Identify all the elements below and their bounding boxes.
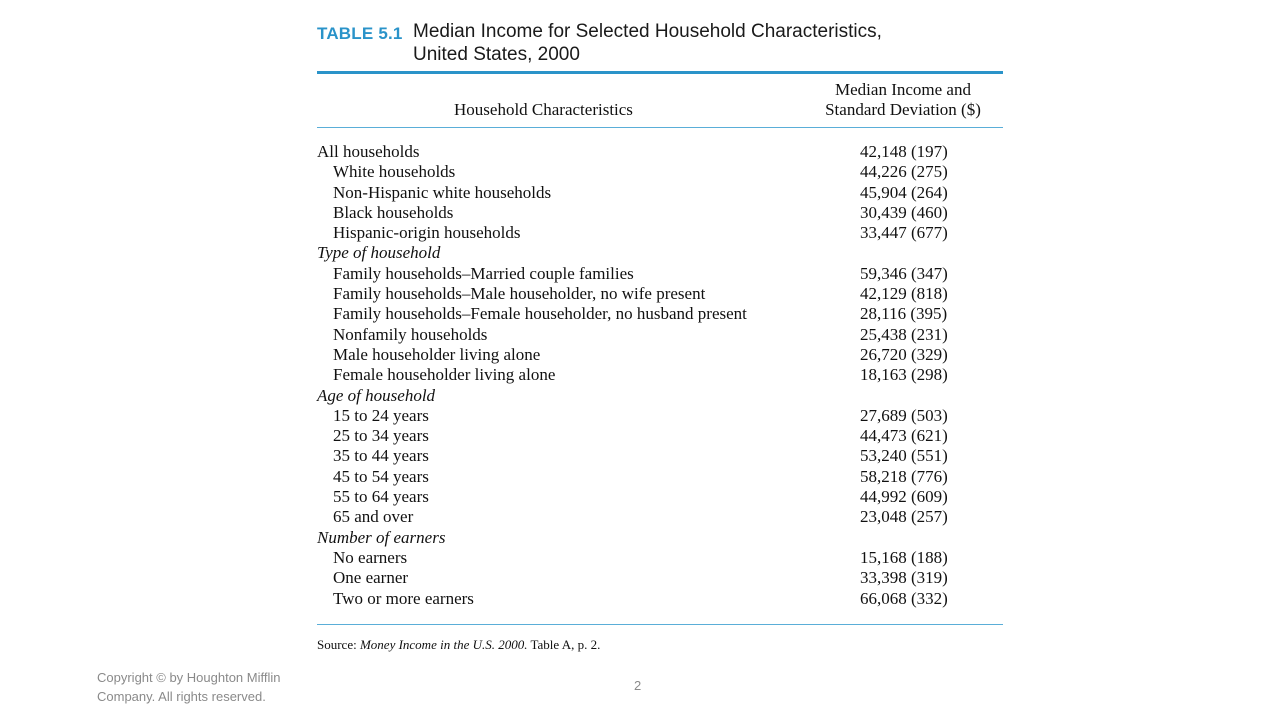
row-label: 45 to 54 years: [333, 466, 429, 486]
column-header-median-income-line-1: Median Income and: [835, 80, 971, 99]
section-heading-row: [317, 528, 1003, 548]
row-value: 33,398 (319): [860, 568, 948, 588]
header-rule: [317, 127, 1003, 128]
row-value: 18,163 (298): [860, 365, 948, 385]
row-value: 66,068 (332): [860, 588, 948, 608]
table-row: [317, 183, 1003, 203]
table-row: [317, 589, 1003, 609]
row-value: 15,168 (188): [860, 547, 948, 567]
row-label: All households: [317, 142, 420, 161]
table-title-line-1: Median Income for Selected Household Characteristics,: [413, 21, 882, 42]
row-label: One earner: [333, 568, 409, 588]
table-row: [317, 304, 1003, 324]
row-label: Two or more earners: [333, 588, 474, 608]
table-row: [317, 426, 1003, 446]
table-row: [317, 345, 1003, 365]
column-header-median-income-line-2: Standard Deviation ($): [825, 100, 981, 119]
row-value: 42,129 (818): [860, 284, 948, 304]
row-label: Family households–Married couple families: [333, 263, 634, 283]
source-suffix: Table A, p. 2.: [530, 637, 601, 652]
table-row: [317, 568, 1003, 588]
row-label: Black households: [333, 202, 454, 222]
row-label: Nonfamily households: [333, 324, 488, 344]
section-heading-row: [317, 386, 1003, 406]
row-label: Female householder living alone: [333, 365, 556, 385]
table-row: [317, 325, 1003, 345]
row-value: 53,240 (551): [860, 446, 948, 466]
table-row: [317, 142, 1003, 162]
table-row: [317, 548, 1003, 568]
page-number: 2: [634, 678, 642, 693]
table-body: [317, 142, 1003, 609]
row-label: 15 to 24 years: [333, 405, 429, 425]
table-number: TABLE 5.1: [317, 24, 403, 43]
source-prefix: Source:: [317, 637, 357, 652]
table-row: [317, 467, 1003, 487]
row-value: 45,904 (264): [860, 182, 948, 202]
source-note: [317, 637, 600, 653]
table-row: [317, 203, 1003, 223]
table-row: [317, 406, 1003, 426]
row-value: 28,116 (395): [860, 304, 948, 324]
row-label: Hispanic-origin households: [333, 223, 521, 243]
table-row: [317, 446, 1003, 466]
row-value: 23,048 (257): [860, 507, 948, 527]
table-row: [317, 487, 1003, 507]
section-heading: Number of earners: [317, 527, 446, 547]
row-label: 35 to 44 years: [333, 446, 429, 466]
table-row: [317, 284, 1003, 304]
row-value: 44,992 (609): [860, 487, 948, 507]
table-title-line-2: United States, 2000: [413, 44, 580, 65]
row-value: 26,720 (329): [860, 344, 948, 364]
row-label: 65 and over: [333, 507, 414, 527]
row-value: 59,346 (347): [860, 263, 948, 283]
row-label: 25 to 34 years: [333, 426, 429, 446]
section-heading: Age of household: [317, 385, 436, 405]
row-value: 25,438 (231): [860, 324, 948, 344]
row-label: White households: [333, 162, 456, 182]
row-label: No earners: [333, 547, 408, 567]
table-row: [317, 365, 1003, 385]
section-heading-row: [317, 243, 1003, 263]
column-header-median-income: [806, 80, 1000, 120]
row-label: Non-Hispanic white households: [333, 182, 552, 202]
table-title: [413, 20, 882, 66]
table-row: [317, 264, 1003, 284]
table-row: [317, 507, 1003, 527]
table-header: [317, 20, 1017, 70]
row-label: 55 to 64 years: [333, 487, 429, 507]
row-label: Male householder living alone: [333, 344, 541, 364]
row-label: Family households–Male householder, no wife present: [333, 284, 706, 304]
bottom-rule: [317, 624, 1003, 625]
row-value: 30,439 (460): [860, 202, 948, 222]
row-value: 44,226 (275): [860, 162, 948, 182]
row-label: Family households–Female householder, no husband present: [333, 304, 747, 324]
row-value: 44,473 (621): [860, 426, 948, 446]
table-row: [317, 162, 1003, 182]
row-value: 33,447 (677): [860, 223, 948, 243]
table-row: [317, 223, 1003, 243]
top-rule: [317, 71, 1003, 74]
section-heading: Type of household: [317, 243, 441, 263]
copyright-notice: Copyright © by Houghton Mifflin Company. All rights reserved.: [97, 670, 281, 704]
row-value: 58,218 (776): [860, 466, 948, 486]
source-title: Money Income in the U.S. 2000.: [359, 637, 528, 652]
row-value: 42,148 (197): [860, 142, 948, 161]
column-header-characteristics: Household Characteristics: [454, 100, 633, 119]
row-value: 27,689 (503): [860, 405, 948, 425]
